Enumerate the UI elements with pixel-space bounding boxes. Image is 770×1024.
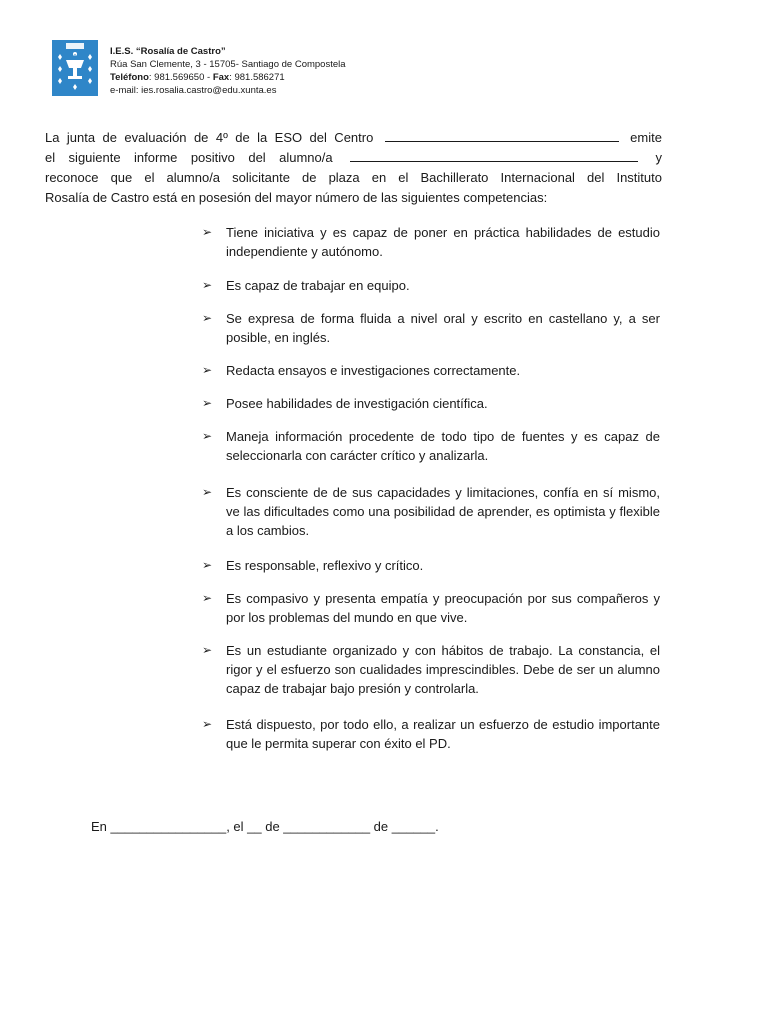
phone-label: Teléfono [110, 72, 149, 83]
list-item: ➢ Es consciente de de sus capacidades y limitaciones, confía en sí mismo, ve las dificultades como una posibilidad de aprender, es optimista y flexible a los cambios. [202, 485, 660, 538]
list-item: ➢ Está dispuesto, por todo ello, a realizar un esfuerzo de estudio importante que le permita superar con éxito el PD. [202, 717, 660, 751]
arrow-bullet-icon: ➢ [202, 558, 213, 572]
list-item: ➢ Es capaz de trabajar en equipo. [202, 278, 410, 293]
arrow-bullet-icon: ➢ [202, 591, 213, 605]
arrow-bullet-icon: ➢ [202, 311, 213, 325]
school-logo [52, 40, 98, 96]
list-item: ➢ Tiene iniciativa y es capaz de poner en práctica habilidades de estudio independiente y autónomo. [202, 225, 660, 259]
list-item: ➢ Maneja información procedente de todo tipo de fuentes y es capaz de seleccionarla con carácter crítico y analizarla. [202, 429, 660, 463]
arrow-bullet-icon: ➢ [202, 717, 213, 731]
fax-value: : 981.586271 [229, 72, 285, 83]
arrow-bullet-icon: ➢ [202, 643, 213, 657]
list-item: ➢ Es un estudiante organizado y con hábitos de trabajo. La constancia, el rigor y el esfuerzo son cualidades imprescindibles. Debe de ser un alumno capaz de trabajar bajo presión y controlarla. [202, 643, 660, 696]
list-item: ➢ Es responsable, reflexivo y crítico. [202, 558, 424, 573]
list-item: ➢ Posee habilidades de investigación científica. [202, 396, 488, 411]
centro-blank-field[interactable] [385, 128, 619, 142]
place-date-line[interactable]: En ________________, el __ de ____________ de ______. [91, 819, 439, 834]
arrow-bullet-icon: ➢ [202, 225, 213, 239]
intro-line-4: Rosalía de Castro está en posesión del mayor número de las siguientes competencias: [45, 190, 548, 205]
intro-line-1 [45, 128, 662, 148]
list-item: ➢ Redacta ensayos e investigaciones correctamente. [202, 363, 521, 378]
arrow-bullet-icon: ➢ [202, 429, 213, 443]
school-email: e-mail: ies.rosalia.castro@edu.xunta.es [110, 85, 277, 96]
school-header [110, 45, 346, 97]
phone-value: : 981.569650 - [148, 72, 213, 83]
school-address: Rúa San Clemente, 3 - 15705- Santiago de Compostela [110, 59, 346, 70]
intro-text-2a: el siguiente informe positivo del alumno/a [45, 150, 333, 165]
intro-line-2 [45, 148, 662, 168]
alumno-blank-field[interactable] [350, 148, 638, 162]
fax-label: Fax [212, 72, 230, 83]
arrow-bullet-icon: ➢ [202, 278, 213, 292]
school-contact [110, 71, 346, 84]
arrow-bullet-icon: ➢ [202, 396, 213, 410]
intro-line-3: reconoce que el alumno/a solicitante de plaza en el Bachillerato Internacional del Instituto [45, 170, 662, 185]
intro-text-2b: y [655, 150, 663, 165]
intro-text-1a: La junta de evaluación de 4º de la ESO del Centro [45, 130, 374, 145]
arrow-bullet-icon: ➢ [202, 485, 213, 499]
school-name: I.E.S. “Rosalía de Castro” [110, 46, 226, 57]
intro-paragraph [45, 128, 662, 208]
galicia-coat-of-arms-icon [52, 40, 98, 96]
list-item: ➢ Es compasivo y presenta empatía y preocupación por sus compañeros y por los problemas del mundo en que vive. [202, 591, 660, 625]
arrow-bullet-icon: ➢ [202, 363, 213, 377]
list-item: ➢ Se expresa de forma fluida a nivel oral y escrito en castellano y, a ser posible, en inglés. [202, 311, 660, 345]
intro-text-1b: emite [630, 130, 662, 145]
